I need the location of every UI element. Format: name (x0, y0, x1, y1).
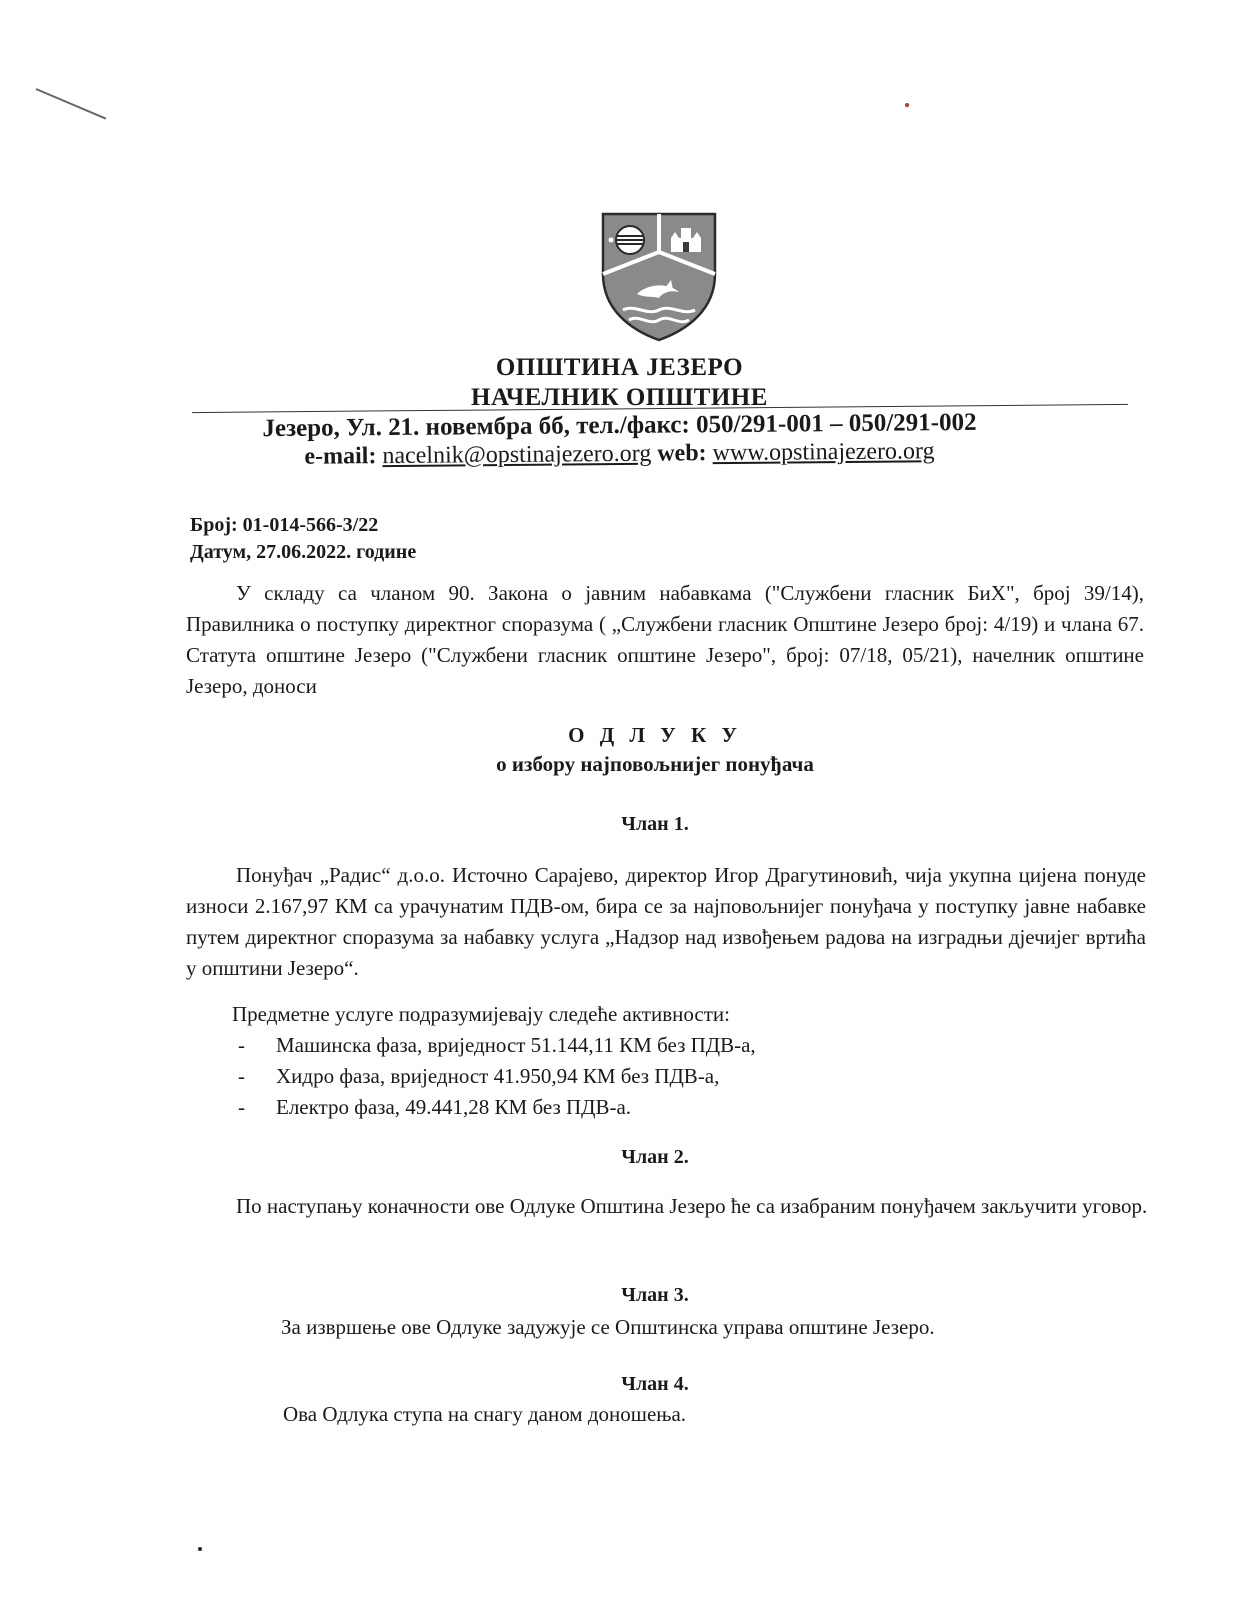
list-dash: - (238, 1033, 245, 1057)
document-number: Број: 01-014-566-3/22 (190, 514, 379, 536)
decision-title: О Д Л У К У (568, 723, 742, 747)
list-item-text: Машинска фаза, вриједност 51.144,11 КМ без ПДВ-а, (276, 1033, 756, 1057)
article-3-text: За извршење ове Одлуке задужује се Општинска управа општине Језеро. (281, 1315, 935, 1339)
list-item (232, 1061, 756, 1092)
decision-subtitle: о избору најповољнијег понуђача (496, 752, 814, 776)
office-name: НАЧЕЛНИК ОПШТИНЕ (471, 384, 768, 411)
web-label: web: (657, 440, 707, 467)
article-4-text: Ова Одлука ступа на снагу даном доношења. (283, 1402, 687, 1426)
list-item (232, 1092, 756, 1123)
list-item (232, 1030, 756, 1061)
scan-speck (198, 1547, 202, 1551)
article-1-heading: Члан 1. (621, 813, 689, 835)
article-2-heading: Члан 2. (621, 1146, 689, 1168)
article-2-text: По наступању коначности ове Одлуке Општина Језеро ће са изабраним понуђачем закључити уговор. (236, 1194, 1148, 1218)
intro-paragraph: У складу са чланом 90. Закона о јавним набавкама ("Службени гласник БиХ", број 39/14), Правилника о поступку директног споразума ( „Службени гласник Општине Језеро број: 4/19) и члана 67. Статута општине Језеро ("Службени гласник општине Језеро", број: 07/18, 05/21), начелник општине Језеро, доноси (186, 581, 1144, 698)
article-1-list-intro: Предметне услуге подразумијевају следеће активности: (232, 1002, 730, 1026)
article-3-heading: Члан 3. (621, 1284, 689, 1306)
address-line: Језеро, Ул. 21. новембра бб, тел./факс: 050/291-001 – 050/291-002 (262, 408, 977, 443)
web-link[interactable]: www.opstinajezero.org (712, 438, 935, 467)
list-item-text: Електро фаза, 49.441,28 КМ без ПДВ-а. (276, 1095, 632, 1119)
article-4-heading: Члан 4. (621, 1373, 689, 1395)
article-1-text: Понуђач „Радис“ д.о.о. Источно Сарајево, директор Игор Драгутиновић, чија укупна цијена понуде износи 2.167,97 КМ са урачунатим ПДВ-ом, бира се за најповољнијег понуђача у поступку јавне набавке путем директног споразума за набавку услуга „Надзор над извођењем радова на изградњи дјечијег вртића у општини Језеро“. (186, 863, 1146, 980)
document-date: Датум, 27.06.2022. године (190, 541, 417, 563)
list-dash: - (238, 1064, 245, 1088)
services-list (232, 1030, 756, 1123)
municipality-coat-of-arms (601, 212, 717, 342)
list-item-text: Хидро фаза, вриједност 41.950,94 КМ без ПДВ-а, (276, 1064, 720, 1088)
list-dash: - (238, 1095, 245, 1119)
municipality-name: ОПШТИНА ЈЕЗЕРО (495, 354, 744, 381)
scan-speck (905, 103, 909, 107)
email-link[interactable]: nacelnik@opstinajezero.org (382, 440, 652, 470)
email-label: e-mail: (304, 443, 377, 470)
scan-scratch-mark (36, 88, 107, 120)
